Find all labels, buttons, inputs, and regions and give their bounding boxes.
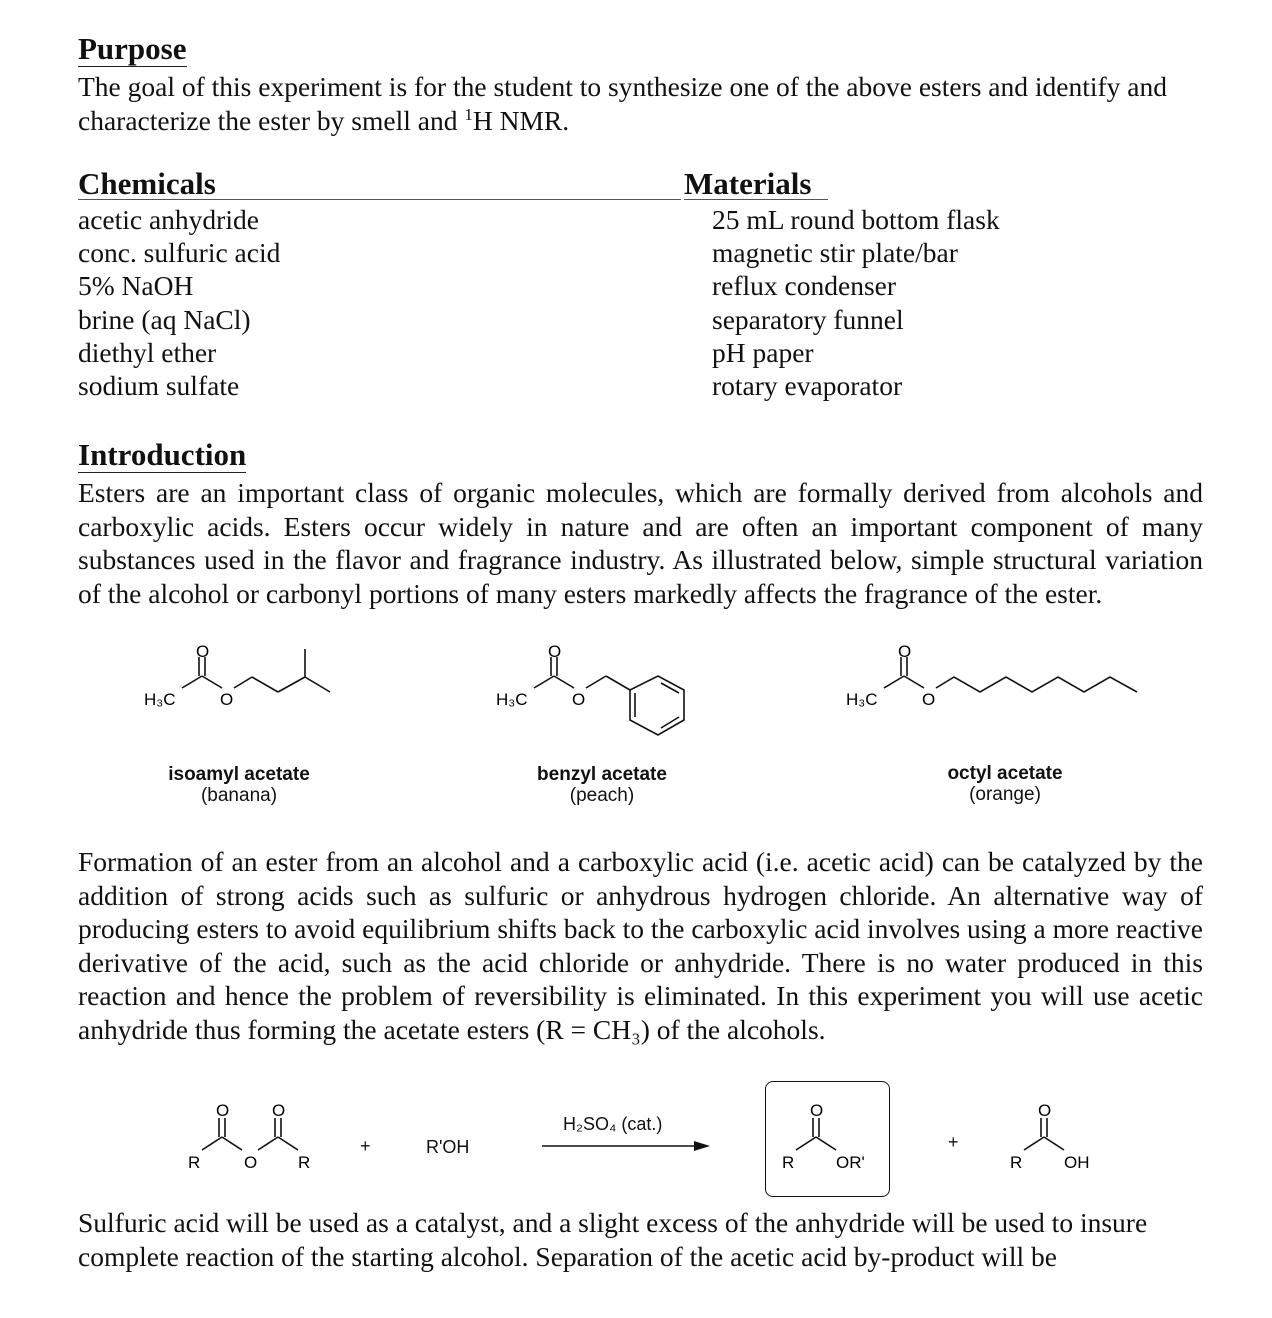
ester-scent: (peach) [569,785,635,806]
catalyst-label: H₂SO₄ (cat.) [563,1114,663,1134]
alcohol-label: R'OH [426,1137,470,1157]
r-group: R [188,1153,201,1172]
chemicals-heading: Chemicals [78,166,216,201]
materials-heading: Materials [684,166,812,201]
ester-caption [89,764,389,806]
carbonyl-oxygen: O [548,642,562,661]
list-item: 5% NaOH [78,270,194,302]
list-item: diethyl ether [78,336,217,368]
list-item: 25 mL round bottom flask [712,204,1000,235]
r-group: R [782,1153,795,1172]
carbonyl-oxygen: O [810,1101,824,1120]
ester-name: benzyl acetate [537,764,667,785]
ester-oxygen: O [220,690,234,709]
methyl-group: H₃C [496,690,528,709]
plus-sign: + [360,1136,371,1156]
reaction-arrow-icon [542,1140,712,1152]
materials-divider [684,199,828,200]
list-item: magnetic stir plate/bar [712,237,958,269]
plus-sign: + [948,1132,959,1152]
purpose-heading: Purpose [78,31,187,66]
isoamyl-acetate-structure [130,635,350,715]
alkoxy-group: OR' [836,1153,865,1172]
intro-paragraph-3: Sulfuric acid will be used as a catalyst, and a slight excess of the anhydride will be used to insure complete reaction of the starting alcohol. Separation of the acetic acid by-product will be [78,1207,1148,1272]
list-item: reflux condenser [712,270,897,302]
hydroxyl-group: OH [1064,1153,1090,1172]
carbonyl-oxygen: O [196,642,210,661]
materials-list [712,203,1000,402]
ester-caption [855,763,1155,805]
purpose-text: The goal of this experiment is for the student to synthesize one of the above esters and identify and characterize the ester by smell and $^1$H NMR. [78,71,1168,136]
methyl-group: H₃C [846,690,878,709]
r-group: R [298,1153,311,1172]
benzyl-acetate-structure [482,635,712,750]
ester-product-structure [770,1100,890,1180]
list-item: sodium sulfate [78,370,240,402]
list-item: acetic anhydride [78,204,259,235]
list-item: brine (aq NaCl) [78,303,251,335]
list-item: conc. sulfuric acid [78,237,281,269]
methyl-group: H₃C [144,690,176,709]
ester-oxygen: O [922,690,936,709]
ester-oxygen: O [572,690,586,709]
ester-scent: (orange) [969,784,1041,805]
introduction-heading: Introduction [78,437,247,472]
ester-caption [452,764,752,806]
list-item: separatory funnel [712,303,904,335]
carbonyl-oxygen: O [898,642,912,661]
acetic-acid-structure [998,1100,1108,1180]
chemicals-list [78,203,280,402]
intro-paragraph-1: Esters are an important class of organic molecules, which are formally derived from alcohols and carboxylic acids. Esters occur widely in nature and are often an important component of many substances used in the flavor and fragrance industry. As illustrated below, simple structural variation of the alcohol or carbonyl portions of many esters markedly affects the fragrance of the ester. [78,477,1203,609]
carbonyl-oxygen: O [216,1101,230,1120]
intro-paragraph-2: Formation of an ester from an alcohol and a carboxylic acid (i.e. acetic acid) can be catalyzed by the addition of strong acids such as sulfuric or anhydrous hydrogen chloride. An alternative way of producing esters to avoid equilibrium shifts back to the carboxylic acid involves using a more reactive derivative of the acid, such as the acid chloride or anhydride. There is no water produced in this reaction and hence the problem of reversibility is eliminated. In this experiment you will use acetic anhydride thus forming the acetate esters (R = CH₃) of the alcohols. [78,846,1203,1045]
list-item: rotary evaporator [712,370,903,402]
r-group: R [1010,1153,1023,1172]
ester-name: octyl acetate [947,763,1063,784]
acetic-anhydride-structure [180,1100,330,1180]
list-item: pH paper [712,336,814,368]
chemicals-divider [78,199,681,200]
carbonyl-oxygen: O [1038,1101,1052,1120]
ester-scent: (banana) [200,785,278,806]
bridging-oxygen: O [244,1153,258,1172]
ester-name: isoamyl acetate [168,764,310,785]
carbonyl-oxygen: O [272,1101,286,1120]
octyl-acetate-structure [832,635,1152,715]
